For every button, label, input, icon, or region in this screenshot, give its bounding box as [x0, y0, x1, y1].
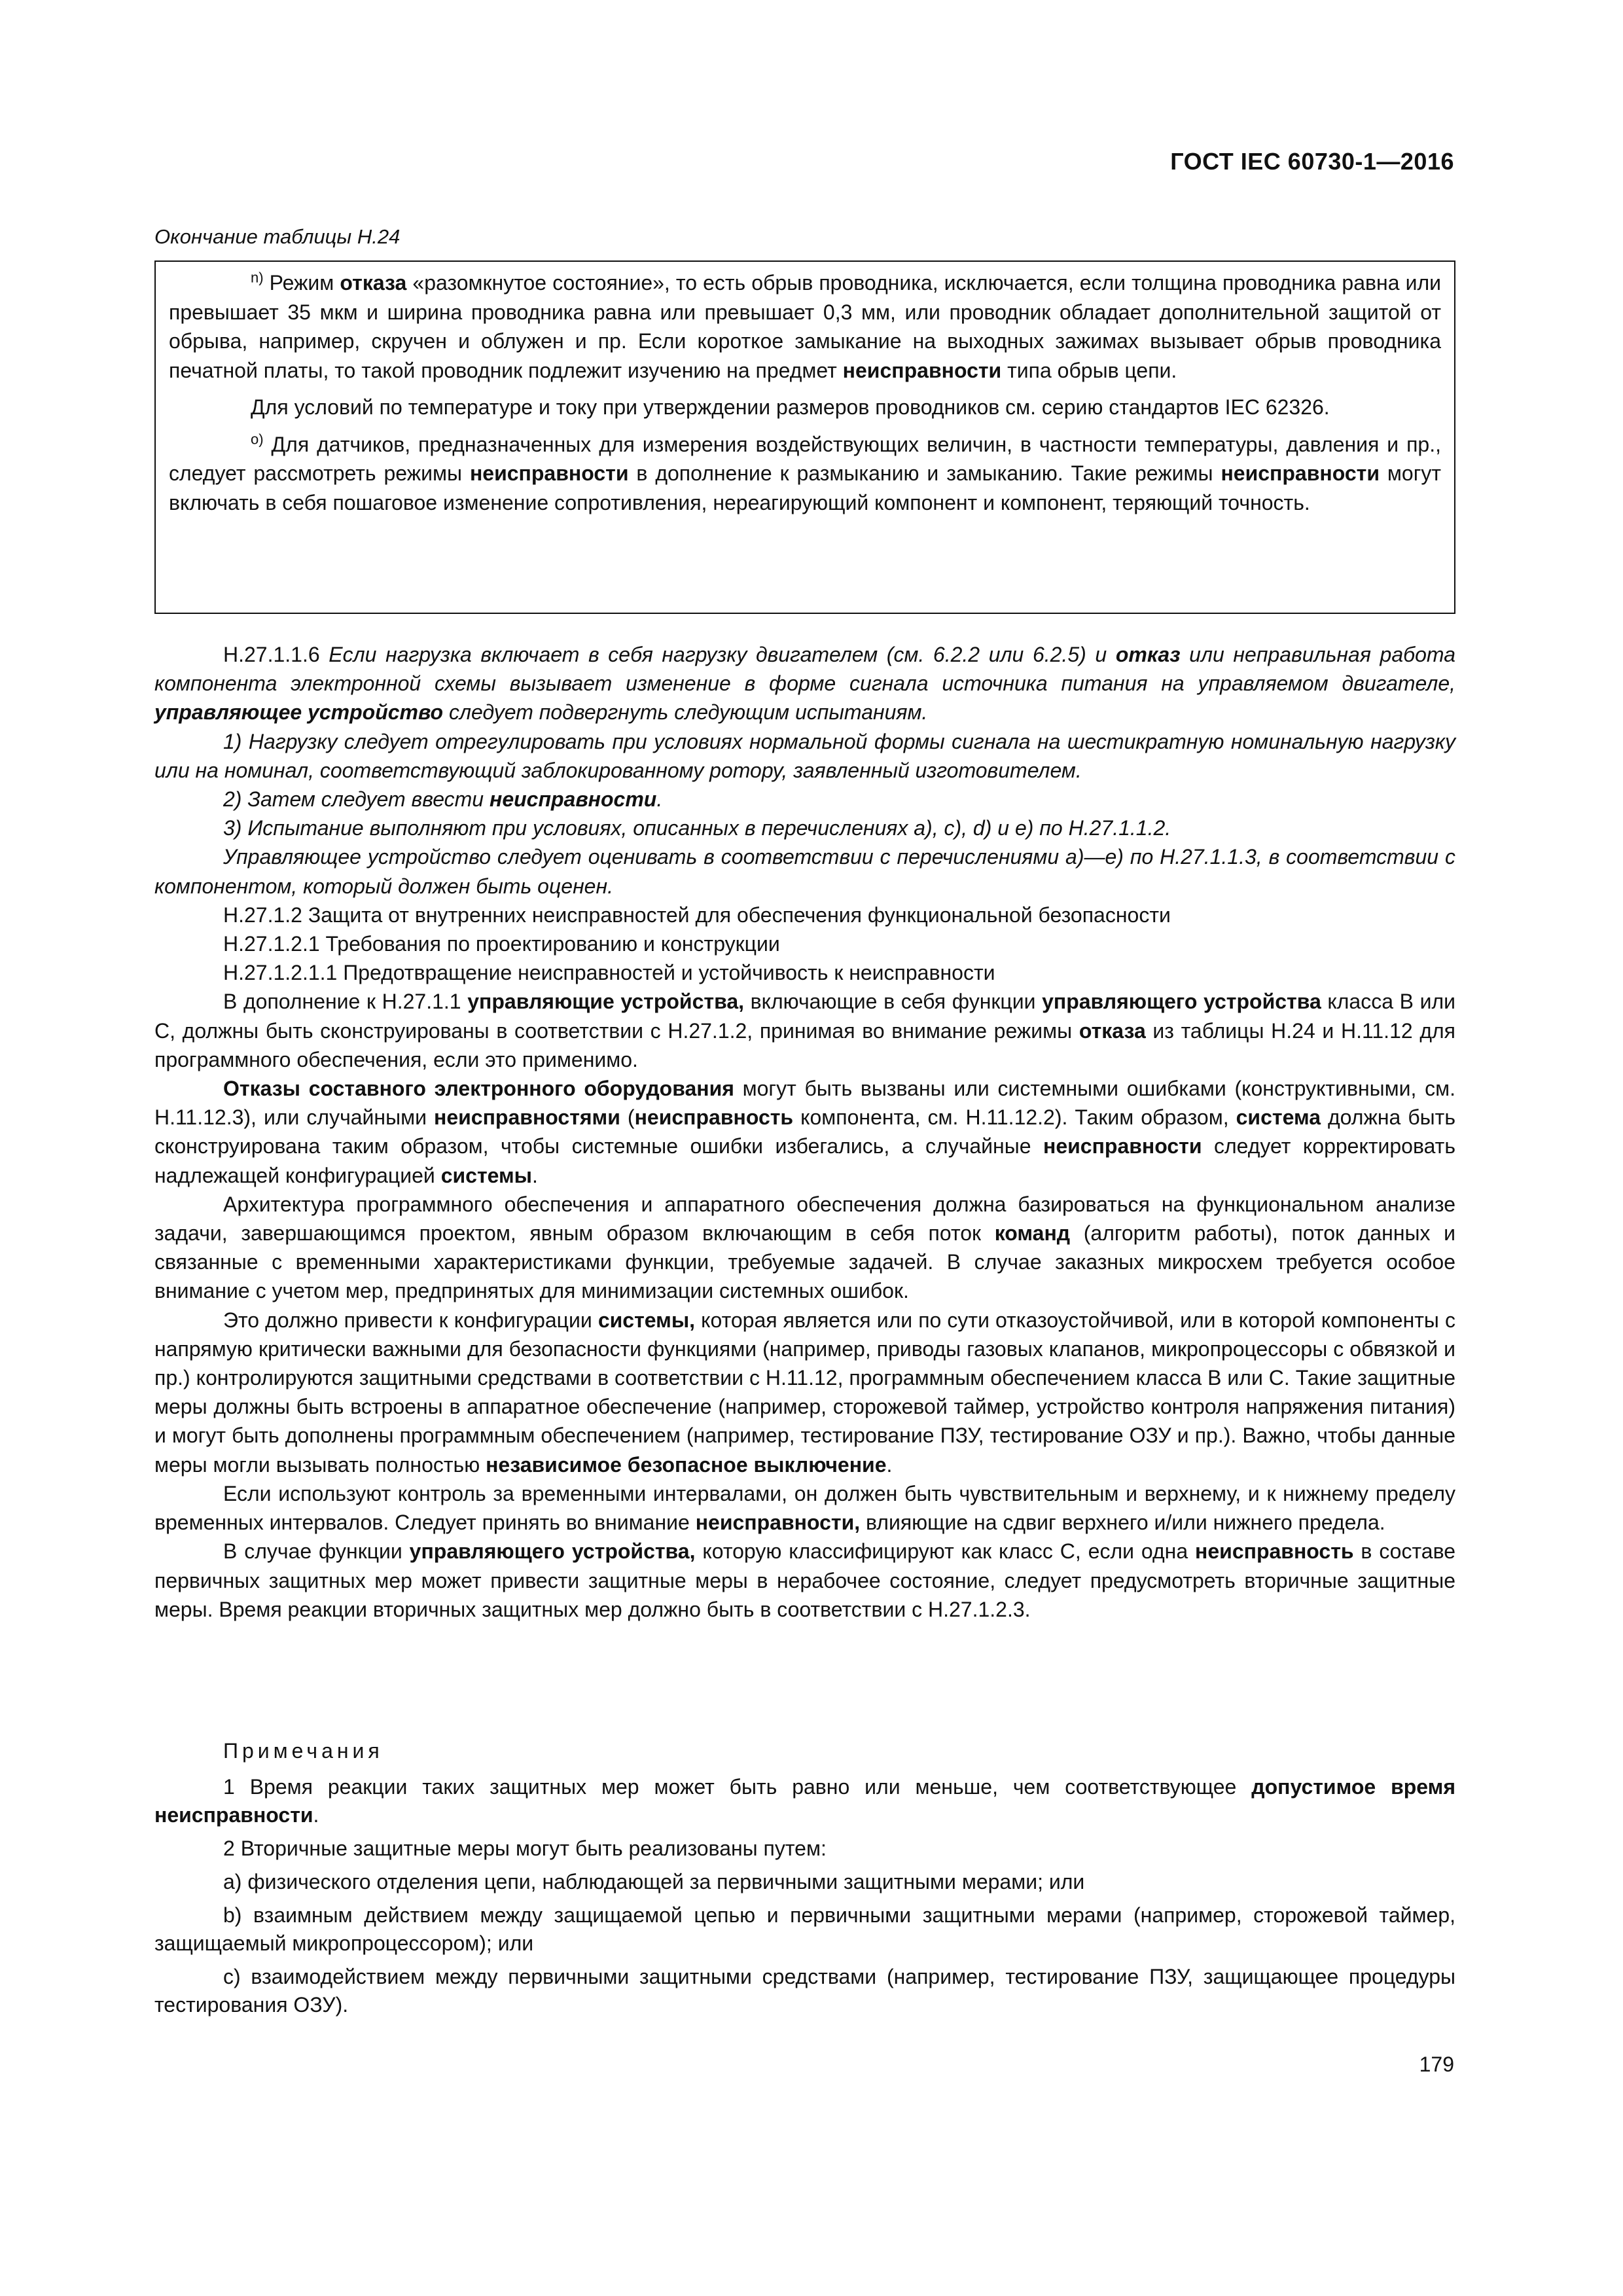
- defined-term: управляющее устройство: [154, 700, 444, 725]
- note-paragraph: [154, 1868, 1455, 1896]
- text-run: Управляющее устройство следует оценивать в соответствии с перечислениями а)—е) по Н.27.1.1.3, в соответствии с компонентом, который должен быть оценен.: [154, 845, 1455, 898]
- text-run: Если нагрузка включает в себя нагрузку двигателем (см. 6.2.2 или 6.2.5) и: [329, 643, 1116, 666]
- text-run: типа обрыв цепи.: [1001, 358, 1177, 382]
- body-paragraph: [154, 987, 1455, 1074]
- body-paragraph: [154, 785, 1455, 814]
- table-footnotes-box: [154, 260, 1455, 614]
- defined-term: отказа: [1079, 1018, 1146, 1043]
- text-run: b) взаимным действием между защищаемой цепью и первичными защитными мерами (например, сторожевой таймер, защищаемый микропроцессором); или: [154, 1903, 1455, 1955]
- defined-term: неисправности: [842, 358, 1002, 382]
- text-run: Режим: [263, 271, 340, 295]
- text-run: влияющие на сдвиг верхнего и/или нижнего предела.: [860, 1511, 1385, 1535]
- text-run: Н.27.1.2.1 Требования по проектированию и конструкции: [223, 932, 780, 956]
- defined-term: неисправности: [1043, 1134, 1202, 1158]
- defined-term: неисправностями: [434, 1105, 620, 1130]
- text-run: в составе первичных защитных мер может привести защитные меры в нерабочее состояние, следует предусмотреть вторичные защитные меры. Время реакции вторичных защитных мер должно быть в соответствии с Н.27.1.2.3.: [154, 1539, 1456, 1621]
- defined-term: неисправности,: [695, 1511, 861, 1535]
- body-paragraph: [154, 901, 1455, 929]
- text-run: класса В или С, должны быть сконструированы в соответствии с Н.27.1.2, принимая во внимание режимы: [154, 990, 1456, 1043]
- text-run: (алгоритм работы), поток данных и связанные с временными характеристиками функции, требуемые задачей. В случае заказных микросхем требуется особое внимание с учетом мер, предпринятых для минимизации системных ошибок.: [154, 1221, 1456, 1303]
- text-run: (: [620, 1105, 635, 1130]
- defined-term: система: [1236, 1105, 1321, 1130]
- body-paragraph: [154, 1479, 1455, 1537]
- body-paragraph: [154, 842, 1455, 900]
- defined-term: управляющего устройства,: [409, 1539, 696, 1564]
- text-run: следует подвергнуть следующим испытаниям.: [443, 700, 928, 725]
- text-run: Для условий по температуре и току при утверждении размеров проводников см. серию стандартов IEC 62326.: [251, 395, 1330, 419]
- text-run: компонента, см. Н.11.12.2). Таким образом,: [793, 1105, 1236, 1130]
- body-paragraph: [154, 1537, 1455, 1624]
- defined-term: команд: [994, 1221, 1071, 1246]
- note-paragraph: [154, 1835, 1455, 1863]
- defined-term: неисправность: [1195, 1539, 1354, 1564]
- body-paragraph: [154, 1074, 1455, 1190]
- footnote-paragraph: [169, 430, 1441, 518]
- footnote-marker: n): [251, 269, 264, 286]
- text-run: а) физического отделения цепи, наблюдающей за первичными защитными мерами; или: [223, 1870, 1085, 1893]
- text-run: Архитектура программного обеспечения и аппаратного обеспечения должна базироваться на функциональном анализе задачи, завершающимся проектом, явным образом включающим в себя поток: [154, 1192, 1455, 1246]
- table-caption: Окончание таблицы Н.24: [154, 225, 401, 248]
- text-run: .: [313, 1803, 319, 1827]
- text-run: .: [656, 787, 663, 812]
- footnote-paragraph: [169, 393, 1441, 422]
- text-run: могут быть вызваны или системными ошибками (конструктивными, см. Н.11.12.3), или случайными: [154, 1077, 1456, 1130]
- defined-term: Отказы составного электронного оборудования: [223, 1077, 734, 1101]
- note-paragraph: [154, 1773, 1455, 1829]
- body-paragraph: [154, 1190, 1455, 1306]
- text-run: включающие в себя функции: [744, 990, 1043, 1014]
- text-run: В случае функции: [223, 1539, 410, 1564]
- defined-term: отказ: [1115, 643, 1181, 666]
- body-paragraph: [154, 958, 1455, 987]
- text-run: Это должно привести к конфигурации: [223, 1308, 598, 1332]
- body-paragraph: [154, 727, 1455, 785]
- body-paragraph: [154, 1306, 1455, 1479]
- text-run: В дополнение к Н.27.1.1: [223, 990, 468, 1014]
- text-run: .: [532, 1163, 538, 1187]
- text-run: 3) Испытание выполняют при условиях, описанных в перечислениях а), с), d) и е) по Н.27.1.1.2.: [223, 816, 1171, 840]
- text-run: Н.27.1.2.1.1 Предотвращение неисправностей и устойчивость к неисправности: [223, 961, 995, 985]
- text-run: с) взаимодействием между первичными защитными средствами (например, тестирование ПЗУ, защищающее процедуры тестирования ОЗУ).: [154, 1965, 1455, 2017]
- body-paragraph: [154, 814, 1455, 842]
- text-run: или неправильная работа компонента электронной схемы вызывает изменение в форме сигнала источника питания на управляемом двигателе,: [154, 643, 1456, 696]
- body-paragraph: [154, 640, 1455, 727]
- defined-term: независимое безопасное выключение: [486, 1452, 887, 1477]
- defined-term: управляющего устройства: [1042, 990, 1321, 1014]
- text-run: следует корректировать надлежащей конфигурацией: [154, 1134, 1456, 1187]
- defined-term: отказа: [340, 271, 407, 295]
- body-paragraph: [154, 929, 1455, 958]
- text-run: из таблицы Н.24 и Н.11.12 для программного обеспечения, если это применимо.: [154, 1018, 1456, 1071]
- notes-heading: Примечания: [223, 1739, 383, 1763]
- text-run: Н.27.1.2 Защита от внутренних неисправностей для обеспечения функциональной безопасности: [223, 903, 1171, 927]
- footnote-paragraph: [169, 268, 1441, 385]
- note-paragraph: [154, 1963, 1455, 2019]
- text-run: 2 Вторичные защитные меры могут быть реализованы путем:: [223, 1837, 827, 1860]
- defined-term: управляющие устройства,: [467, 990, 745, 1014]
- document-header: ГОСТ IEC 60730-1—2016: [1170, 148, 1454, 175]
- text-run: 1) Нагрузку следует отрегулировать при условиях нормальной формы сигнала на шестикратную номинальную нагрузку или на номинал, соответствующий заблокированному ротору, заявленный изготовителем.: [154, 729, 1455, 782]
- text-run: Для датчиков, предназначенных для измерения воздействующих величин, в частности температуры, давления и пр., следует рассмотреть режимы: [169, 432, 1441, 485]
- text-run: которая является или по сути отказоустойчивой, или в которой компоненты с напрямую критически важными для безопасности функциями (например, приводы газовых клапанов, микропроцессоры с обвязкой и пр.) контролируются защитными средствами в соответствии с Н.11.12, программным обеспечением класса В или С. Такие защитные меры должны быть встроены в аппаратное обеспечение (например, сторожевой таймер, устройство контроля напряжения питания) и могут быть дополнены программным обеспечением (например, тестирование ПЗУ, тестирование ОЗУ и пр.). Важно, чтобы данные меры могли вызывать полностью: [154, 1308, 1456, 1477]
- defined-term: допустимое время неисправности: [154, 1775, 1456, 1827]
- notes-section: [154, 1737, 1455, 2024]
- text-run: в дополнение к размыканию и замыканию. Такие режимы: [628, 461, 1221, 485]
- defined-term: системы: [440, 1163, 532, 1187]
- text-run: 2) Затем следует ввести: [223, 787, 490, 812]
- text-run: Если используют контроль за временными интервалами, он должен быть чувствительным и верхнему, и к нижнему пределу временных интервалов. Следует принять во внимание: [154, 1481, 1455, 1535]
- defined-term: системы,: [597, 1308, 696, 1332]
- text-run: могут включать в себя пошаговое изменение сопротивления, нереагирующий компонент и компонент, теряющий точность.: [169, 461, 1442, 514]
- text-run: .: [886, 1452, 893, 1477]
- defined-term: неисправности: [489, 787, 657, 812]
- clause-number: Н.27.1.1.6: [223, 643, 329, 666]
- footnote-marker: o): [251, 430, 264, 447]
- defined-term: неисправности: [1221, 461, 1380, 485]
- page-number: 179: [1419, 2053, 1454, 2076]
- text-run: 1 Время реакции таких защитных мер может быть равно или меньше, чем соответствующее: [223, 1775, 1252, 1799]
- body-text: [154, 640, 1455, 1624]
- defined-term: неисправность: [634, 1105, 794, 1130]
- defined-term: неисправности: [469, 461, 629, 485]
- text-run: которую классифицируют как класс С, если одна: [695, 1539, 1196, 1564]
- text-run: должна быть сконструирована таким образом, чтобы системные ошибки избегались, а случайные: [154, 1105, 1456, 1158]
- note-paragraph: [154, 1901, 1455, 1958]
- text-run: «разомкнутое состояние», то есть обрыв проводника, исключается, если толщина проводника равна или превышает 35 мкм и ширина проводника равна или превышает 0,3 мм, или проводник обладает дополнительной защитой от обрыва, например, скручен и облужен и пр. Если короткое замыкание на выходных зажимах вызывает обрыв проводника печатной платы, то такой проводник подлежит изучению на предмет: [169, 271, 1442, 382]
